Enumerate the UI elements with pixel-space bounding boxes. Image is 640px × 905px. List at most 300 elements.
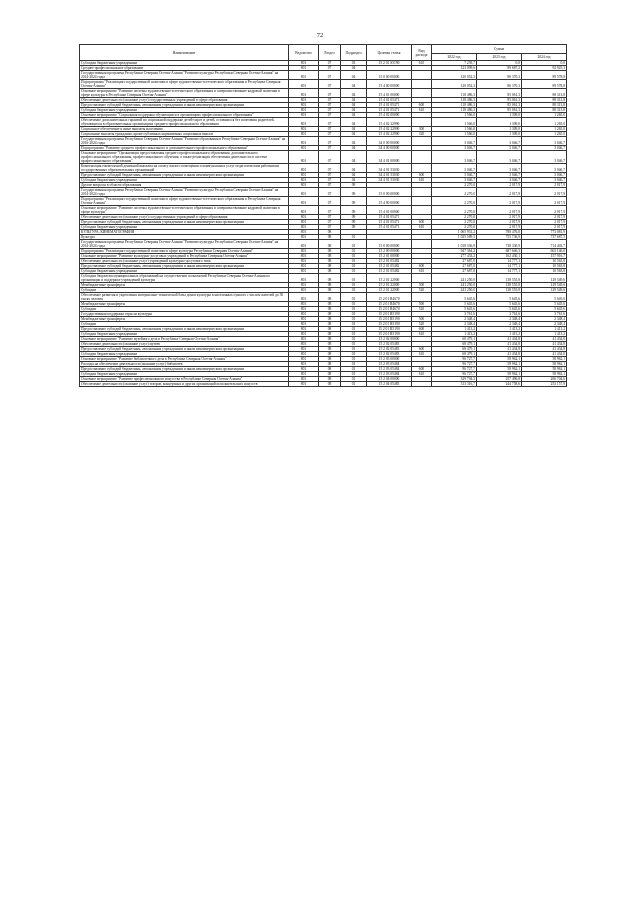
cell-2023: 788 476,0 xyxy=(477,230,522,235)
cell-name: Другие вопросы в области образования xyxy=(80,183,289,188)
cell-2022: 1 065 931,2 xyxy=(432,230,477,235)
cell-razdel: 08 xyxy=(319,347,341,352)
table-row xyxy=(80,71,567,80)
cell-name: Основное мероприятие "Организация предоставления среднего профессионального образования, дополнительного профессионального образования, профессионального обучения, а также реализация обеспечения деятельности в системе профессионального образования" xyxy=(80,151,289,164)
cell-podrazdel: 04 xyxy=(341,89,367,98)
cell-2024: 773 081,9 xyxy=(522,230,567,235)
cell-2022: 68 479,1 xyxy=(432,352,477,357)
cell-razdel: 07 xyxy=(319,71,341,80)
cell-2022: 3 046,7 xyxy=(432,146,477,151)
cell-2022: 1 413,2 xyxy=(432,327,477,332)
cell-2022: 3 046,7 xyxy=(432,173,477,178)
cell-vedomstvo: 801 xyxy=(289,352,319,357)
cell-vedomstvo: 801 xyxy=(289,337,319,342)
cell-name: Подпрограмма "Реализация государственной политики в сфере художественно-эстетического образования в Республике Северная Осетия-Алания" xyxy=(80,197,289,206)
cell-target: 34 4 01 00000 xyxy=(367,151,412,164)
cell-2023: 2 348,4 xyxy=(477,322,522,327)
cell-vid: 500 xyxy=(412,283,432,288)
cell-2024: 58 962,1 xyxy=(522,367,567,372)
header-name: Наименование xyxy=(80,45,289,61)
cell-vid xyxy=(412,188,432,197)
cell-name: Подпрограмма "Реализация государственной политики в сфере художественно-эстетического образования в Республике Северная Осетия-Алания" xyxy=(80,80,289,89)
cell-razdel: 07 xyxy=(319,132,341,137)
cell-name: Предоставление субсидий бюджетным, автономным учреждениям и иным некоммерческим организациям xyxy=(80,103,289,108)
cell-2023: 5 645,6 xyxy=(477,293,522,302)
cell-podrazdel: 01 xyxy=(341,357,367,362)
cell-2024: 88 313,8 xyxy=(522,108,567,113)
cell-podrazdel: 01 xyxy=(341,322,367,327)
cell-2022: 3 046,7 xyxy=(432,151,477,164)
table-row xyxy=(80,118,567,127)
table-body xyxy=(80,61,567,387)
cell-vedomstvo: 801 xyxy=(289,312,319,317)
cell-vedomstvo: 801 xyxy=(289,113,319,118)
cell-podrazdel: 09 xyxy=(341,215,367,220)
table-row xyxy=(80,89,567,98)
cell-2024: 41 434,8 xyxy=(522,337,567,342)
cell-2022: 96 727,7 xyxy=(432,367,477,372)
cell-target: 15 2 01 R5190 xyxy=(367,332,412,337)
cell-target: 15 2 01 R4670 xyxy=(367,302,412,307)
cell-2024: 41 434,8 xyxy=(522,347,567,352)
cell-name: Межбюджетные трансферты xyxy=(80,302,289,307)
cell-name: Межбюджетные трансферты xyxy=(80,283,289,288)
cell-vedomstvo: 801 xyxy=(289,332,319,337)
cell-podrazdel: 01 xyxy=(341,307,367,312)
cell-2023: 41 434,8 xyxy=(477,337,522,342)
table-row xyxy=(80,137,567,146)
cell-2023: 1 309,0 xyxy=(477,118,522,127)
cell-podrazdel: 01 xyxy=(341,269,367,274)
cell-2023: 5 645,6 xyxy=(477,302,522,307)
cell-podrazdel: 01 xyxy=(341,254,367,259)
cell-vedomstvo: 801 xyxy=(289,327,319,332)
cell-2024: 663 146,0 xyxy=(522,249,567,254)
cell-name: Обеспечение деятельности (оказание услуг) государственных учреждений в сфере образования xyxy=(80,98,289,103)
table-row xyxy=(80,197,567,206)
cell-podrazdel: 01 xyxy=(341,274,367,283)
cell-2024: 737 687,5 xyxy=(522,235,567,240)
cell-vid xyxy=(412,164,432,173)
cell-2024: 58 962,1 xyxy=(522,362,567,367)
cell-vid: 600 xyxy=(412,264,432,269)
cell-name: Расходы на обеспечение деятельности (оказание услуг) библиотек xyxy=(80,362,289,367)
cell-razdel: 07 xyxy=(319,173,341,178)
cell-podrazdel: 04 xyxy=(341,146,367,151)
cell-vid: 600 xyxy=(412,347,432,352)
cell-2022: 2 270,0 xyxy=(432,183,477,188)
cell-2023: 3 046,7 xyxy=(477,178,522,183)
cell-vedomstvo: 801 xyxy=(289,382,319,387)
cell-vid: 610 xyxy=(412,225,432,230)
cell-2024: 1 265,0 xyxy=(522,113,567,118)
cell-razdel: 07 xyxy=(319,66,341,71)
cell-2022: 96 727,7 xyxy=(432,357,477,362)
cell-2023: 14 777,1 xyxy=(477,264,522,269)
cell-podrazdel: 01 xyxy=(341,362,367,367)
cell-2022: 277 433,2 xyxy=(432,254,477,259)
cell-target: 15 2 01 00000 xyxy=(367,254,412,259)
cell-name: Государственная программа Республики Северная Осетия-Алания "Развитие культуры Республики Северная Осетия-Алания" на 2014-2024 годы xyxy=(80,188,289,197)
cell-vedomstvo: 801 xyxy=(289,269,319,274)
cell-2023: 86 370,3 xyxy=(477,71,522,80)
cell-2024: 41 434,8 xyxy=(522,352,567,357)
cell-vid: 600 xyxy=(412,367,432,372)
cell-2022: 68 479,1 xyxy=(432,342,477,347)
cell-vid xyxy=(412,71,432,80)
header-target: Целевая статья xyxy=(367,45,412,61)
cell-2022: 2 270,0 xyxy=(432,215,477,220)
cell-name: Государственная программа Республики Северная Осетия-Алания "Развитие культуры Республики Северная Осетия-Алания" на 2014-2024 годы xyxy=(80,71,289,80)
cell-vedomstvo: 801 xyxy=(289,173,319,178)
cell-2022: 96 727,7 xyxy=(432,362,477,367)
cell-name: Обеспечение деятельности (оказание услуг) государственных учреждений в сфере образования xyxy=(80,215,289,220)
cell-2022: 96 727,7 xyxy=(432,372,477,377)
cell-podrazdel: 01 xyxy=(341,293,367,302)
cell-vid xyxy=(412,274,432,283)
cell-vedomstvo: 801 xyxy=(289,274,319,283)
cell-2022: 2 270,0 xyxy=(432,225,477,230)
cell-2022: 2 270,0 xyxy=(432,188,477,197)
cell-2023: 41 434,8 xyxy=(477,342,522,347)
cell-2024: 10 563,8 xyxy=(522,269,567,274)
cell-vedomstvo: 801 xyxy=(289,288,319,293)
cell-2023: 3 046,7 xyxy=(477,173,522,178)
header-year-2022: 2022 год xyxy=(432,54,477,61)
table-row xyxy=(80,240,567,249)
cell-vid: 520 xyxy=(412,307,432,312)
cell-2024: 3 046,7 xyxy=(522,151,567,164)
cell-target: 15 2 02 00000 xyxy=(367,337,412,342)
cell-razdel: 07 xyxy=(319,61,341,66)
cell-2022: 120 052,3 xyxy=(432,71,477,80)
cell-2022: 1 566,0 xyxy=(432,132,477,137)
cell-2022: 329 794,3 xyxy=(432,377,477,382)
cell-vedomstvo: 801 xyxy=(289,240,319,249)
cell-vedomstvo: 801 xyxy=(289,347,319,352)
cell-2024: 2 017,9 xyxy=(522,206,567,215)
cell-razdel: 07 xyxy=(319,178,341,183)
cell-2024: 1 265,0 xyxy=(522,127,567,132)
cell-razdel: 08 xyxy=(319,274,341,283)
cell-target: 15 2 01 R5190 xyxy=(367,322,412,327)
cell-target: 15 4 00 00000 xyxy=(367,80,412,89)
cell-2024: 5 645,6 xyxy=(522,307,567,312)
cell-2022: 118 486,3 xyxy=(432,89,477,98)
cell-vedomstvo: 801 xyxy=(289,249,319,254)
cell-podrazdel: 09 xyxy=(341,197,367,206)
cell-razdel: 07 xyxy=(319,103,341,108)
cell-podrazdel: 04 xyxy=(341,137,367,146)
table-row xyxy=(80,293,567,302)
cell-vedomstvo: 801 xyxy=(289,118,319,127)
cell-podrazdel: 09 xyxy=(341,183,367,188)
cell-name: Социальное обеспечение и иные выплаты населению xyxy=(80,127,289,132)
cell-vid: 320 xyxy=(412,132,432,137)
cell-2022: 118 486,3 xyxy=(432,98,477,103)
cell-2023: 41 434,8 xyxy=(477,352,522,357)
cell-name: Государственная программа Республики Северная Осетия-Алания "Развитие культуры Республики Северная Осетия-Алания" на 2014-2024 годы xyxy=(80,240,289,249)
cell-razdel: 08 xyxy=(319,337,341,342)
cell-target: 15 2 01 22000 xyxy=(367,274,412,283)
cell-podrazdel: 01 xyxy=(341,332,367,337)
cell-razdel: 08 xyxy=(319,283,341,288)
cell-name: Субсидии бюджетам муниципальных образований на осуществление полномочий Республики Северная Осетия-Алания по организации и поддержке учреждений культуры xyxy=(80,274,289,283)
cell-2023: 1 413,2 xyxy=(477,332,522,337)
cell-vedomstvo: 801 xyxy=(289,220,319,225)
cell-2024: 0,0 xyxy=(522,61,567,66)
cell-2023: 2 017,9 xyxy=(477,206,522,215)
cell-podrazdel: 04 xyxy=(341,66,367,71)
cell-vedomstvo: 801 xyxy=(289,264,319,269)
cell-name: Среднее профессиональное образование xyxy=(80,66,289,71)
cell-target: 15 2 01 S5190 xyxy=(367,61,412,66)
cell-2023: 41 434,8 xyxy=(477,347,522,352)
cell-2023: 2 017,9 xyxy=(477,188,522,197)
cell-vedomstvo: 801 xyxy=(289,108,319,113)
cell-2023: 138 555,8 xyxy=(477,288,522,293)
cell-2023: 5 645,6 xyxy=(477,307,522,312)
cell-2023: 687 646,3 xyxy=(477,249,522,254)
cell-vedomstvo: 801 xyxy=(289,80,319,89)
cell-2023: 86 370,3 xyxy=(477,80,522,89)
cell-vedomstvo: 801 xyxy=(289,103,319,108)
cell-name: Субсидии бюджетным учреждениям xyxy=(80,332,289,337)
cell-name: Межбюджетные трансферты xyxy=(80,317,289,322)
cell-name: Обеспечение развития и укрепления материально-технической базы домов культуры в населенных пунктах с числом жителей до 50 тысяч человек xyxy=(80,293,289,302)
cell-vedomstvo: 801 xyxy=(289,137,319,146)
cell-2023: 85 061,3 xyxy=(477,108,522,113)
cell-podrazdel: 04 xyxy=(341,132,367,137)
table-row xyxy=(80,80,567,89)
cell-razdel: 08 xyxy=(319,307,341,312)
cell-vedomstvo: 801 xyxy=(289,66,319,71)
cell-name: Социальные выплаты гражданам, кроме публичных нормативных социальных выплат xyxy=(80,132,289,137)
cell-vedomstvo: 801 xyxy=(289,89,319,98)
cell-target: 15 4 01 05471 xyxy=(367,103,412,108)
cell-name: Субсидии бюджетным учреждениям xyxy=(80,178,289,183)
cell-2022: 2 270,0 xyxy=(432,197,477,206)
cell-2024: 89 578,8 xyxy=(522,71,567,80)
cell-podrazdel: 01 xyxy=(341,382,367,387)
cell-2022: 68 479,1 xyxy=(432,347,477,352)
cell-2023: 162 430,1 xyxy=(477,254,522,259)
table-row xyxy=(80,206,567,215)
cell-podrazdel: 01 xyxy=(341,347,367,352)
cell-2022: 241 250,0 xyxy=(432,283,477,288)
cell-podrazdel: 01 xyxy=(341,377,367,382)
cell-name: Государственная программа Республики Северная Осетия-Алания "Развитие образования в Республике Северная Осетия-Алания" на 2016-2024 годы xyxy=(80,137,289,146)
cell-2023: 0,0 xyxy=(477,61,522,66)
cell-2022: 1 566,0 xyxy=(432,113,477,118)
cell-vedomstvo: 801 xyxy=(289,183,319,188)
header-razdel: Раздел xyxy=(319,45,341,61)
cell-2023: 1 413,2 xyxy=(477,327,522,332)
cell-2024: 5 645,6 xyxy=(522,293,567,302)
cell-razdel: 08 xyxy=(319,264,341,269)
cell-2022: 3 046,7 xyxy=(432,137,477,146)
cell-name: Предоставление субсидий бюджетным, автономным учреждениям и иным некоммерческим организациям xyxy=(80,367,289,372)
cell-2024: 3 046,7 xyxy=(522,173,567,178)
cell-vid xyxy=(412,80,432,89)
cell-2023: 1 309,0 xyxy=(477,132,522,137)
cell-razdel: 08 xyxy=(319,288,341,293)
cell-razdel: 08 xyxy=(319,367,341,372)
cell-podrazdel: 01 xyxy=(341,337,367,342)
cell-vedomstvo: 801 xyxy=(289,235,319,240)
cell-target: 15 4 02 00000 xyxy=(367,113,412,118)
cell-target: 15 2 03 00000 xyxy=(367,357,412,362)
cell-podrazdel: 04 xyxy=(341,151,367,164)
cell-2022: 7 239,7 xyxy=(432,61,477,66)
cell-razdel: 08 xyxy=(319,230,341,235)
cell-2022: 123 099,6 xyxy=(432,66,477,71)
cell-2024: 10 563,8 xyxy=(522,259,567,264)
cell-2022: 2 348,4 xyxy=(432,322,477,327)
cell-vedomstvo: 801 xyxy=(289,307,319,312)
cell-podrazdel: 04 xyxy=(341,80,367,89)
cell-2022: 241 250,0 xyxy=(432,274,477,283)
cell-vid xyxy=(412,293,432,302)
cell-2024: 129 549,6 xyxy=(522,274,567,283)
cell-vid: 500 xyxy=(412,302,432,307)
cell-podrazdel: 09 xyxy=(341,225,367,230)
cell-2023: 244 758,6 xyxy=(477,382,522,387)
header-vedomstvo: Ведомство xyxy=(289,45,319,61)
cell-razdel: 08 xyxy=(319,254,341,259)
cell-2024: 129 549,6 xyxy=(522,283,567,288)
cell-2023: 2 017,9 xyxy=(477,215,522,220)
cell-razdel: 08 xyxy=(319,322,341,327)
cell-2023: 257 496,8 xyxy=(477,377,522,382)
cell-podrazdel: 04 xyxy=(341,173,367,178)
cell-2024: 88 313,8 xyxy=(522,89,567,98)
cell-podrazdel: 01 xyxy=(341,327,367,332)
table-row xyxy=(80,164,567,173)
cell-2022: 120 052,3 xyxy=(432,80,477,89)
cell-vedomstvo: 801 xyxy=(289,146,319,151)
cell-podrazdel: 01 xyxy=(341,249,367,254)
cell-podrazdel: 09 xyxy=(341,188,367,197)
cell-target: 15 4 02 22990 xyxy=(367,132,412,137)
cell-name: Подпрограмма "Развитие среднего профессионального и дополнительного профессионального образования" xyxy=(80,146,289,151)
cell-vedomstvo: 801 xyxy=(289,178,319,183)
cell-name: Предоставление субсидий бюджетным, автономным учреждениям и иным некоммерческим организациям xyxy=(80,220,289,225)
cell-2024: 5 645,6 xyxy=(522,302,567,307)
cell-2024: 157 916,7 xyxy=(522,254,567,259)
cell-razdel: 07 xyxy=(319,220,341,225)
cell-2023: 85 061,3 xyxy=(477,103,522,108)
cell-2022: 118 486,3 xyxy=(432,103,477,108)
cell-vid: 610 xyxy=(412,108,432,113)
cell-name: Субсидии бюджетным учреждениям xyxy=(80,352,289,357)
cell-2022: 2 348,4 xyxy=(432,317,477,322)
cell-podrazdel: 01 xyxy=(341,235,367,240)
cell-vedomstvo: 801 xyxy=(289,98,319,103)
cell-2022: 68 479,1 xyxy=(432,337,477,342)
cell-2023: 14 777,1 xyxy=(477,269,522,274)
cell-2022: 1 413,2 xyxy=(432,332,477,337)
cell-2022: 947 364,2 xyxy=(432,249,477,254)
cell-razdel: 07 xyxy=(319,127,341,132)
cell-target: 15 2 01 22000 xyxy=(367,283,412,288)
table-row xyxy=(80,274,567,283)
cell-name: Предоставление субсидий бюджетным, автономным учреждениям и иным некоммерческим организациям xyxy=(80,327,289,332)
cell-name: Государственная поддержка отрасли культуры xyxy=(80,312,289,317)
cell-podrazdel: 01 xyxy=(341,259,367,264)
cell-name: КУЛЬТУРА, КИНЕМАТОГРАФИЯ xyxy=(80,230,289,235)
cell-target: 15 2 01 R5190 xyxy=(367,312,412,317)
cell-name: Субсидии xyxy=(80,288,289,293)
cell-vedomstvo: 801 xyxy=(289,317,319,322)
cell-vedomstvo: 801 xyxy=(289,71,319,80)
cell-2024: 1 265,0 xyxy=(522,118,567,127)
cell-target: 15 4 01 05471 xyxy=(367,220,412,225)
cell-vedomstvo: 801 xyxy=(289,230,319,235)
cell-name: Обеспечение дополнительных гарантий по социальной поддержке детей-сирот и детей, оставшихся без попечения родителей, обучающихся в образовательных организациях среднего профессионального образования xyxy=(80,118,289,127)
cell-target: 15 2 01 22000 xyxy=(367,288,412,293)
cell-podrazdel: 01 xyxy=(341,342,367,347)
cell-target: 15 4 02 22990 xyxy=(367,127,412,132)
cell-razdel: 08 xyxy=(319,259,341,264)
cell-2023: 738 330,9 xyxy=(477,240,522,249)
cell-2023: 3 761,6 xyxy=(477,312,522,317)
cell-name: Основное мероприятие "Развитие системы художественно-эстетического образования и совершенствование кадровой политики в сфере культуры в Республике Северная Осетия-Алания" xyxy=(80,89,289,98)
cell-2022: 2 270,0 xyxy=(432,206,477,215)
cell-2023: 3 046,7 xyxy=(477,164,522,173)
cell-vid xyxy=(412,151,432,164)
cell-target: 15 2 01 R4670 xyxy=(367,307,412,312)
cell-2024: 3 046,7 xyxy=(522,146,567,151)
cell-2023: 3 046,7 xyxy=(477,137,522,146)
cell-name: Субсидии xyxy=(80,307,289,312)
cell-razdel: 08 xyxy=(319,332,341,337)
cell-razdel: 07 xyxy=(319,137,341,146)
cell-2024: 129 549,6 xyxy=(522,288,567,293)
cell-podrazdel: 01 xyxy=(341,352,367,357)
cell-target: 34 4 00 00000 xyxy=(367,146,412,151)
cell-razdel: 07 xyxy=(319,89,341,98)
cell-2024: 88 313,8 xyxy=(522,103,567,108)
cell-vid: 610 xyxy=(412,332,432,337)
cell-2024: 2 017,9 xyxy=(522,220,567,225)
cell-2023: 2 348,4 xyxy=(477,317,522,322)
cell-2022: 5 645,6 xyxy=(432,293,477,302)
cell-razdel: 07 xyxy=(319,206,341,215)
cell-razdel: 07 xyxy=(319,183,341,188)
cell-razdel: 07 xyxy=(319,80,341,89)
cell-target: 15 4 01 05471 xyxy=(367,98,412,103)
cell-vid: 600 xyxy=(412,103,432,108)
cell-name: Основное мероприятие "Развитие музейного дела в Республике Северная Осетия-Алания" xyxy=(80,337,289,342)
cell-podrazdel: 04 xyxy=(341,103,367,108)
cell-name: Основное мероприятие "Развитие библиотечного дела в Республике Северная Осетия-Алания" xyxy=(80,357,289,362)
cell-razdel: 08 xyxy=(319,327,341,332)
cell-2022: 1 566,0 xyxy=(432,118,477,127)
cell-vid: 300 xyxy=(412,127,432,132)
cell-razdel: 08 xyxy=(319,249,341,254)
cell-target: 15 4 01 05471 xyxy=(367,225,412,230)
cell-2023: 89 687,2 xyxy=(477,66,522,71)
cell-vedomstvo: 801 xyxy=(289,322,319,327)
cell-2024: 92 925,3 xyxy=(522,66,567,71)
cell-2023: 755 736,9 xyxy=(477,235,522,240)
cell-vid: 520 xyxy=(412,322,432,327)
cell-razdel: 08 xyxy=(319,382,341,387)
cell-vedomstvo: 801 xyxy=(289,197,319,206)
cell-2024: 3 046,7 xyxy=(522,164,567,173)
cell-name: Предоставление субсидий бюджетным, автономным учреждениям и иным некоммерческим организациям xyxy=(80,347,289,352)
